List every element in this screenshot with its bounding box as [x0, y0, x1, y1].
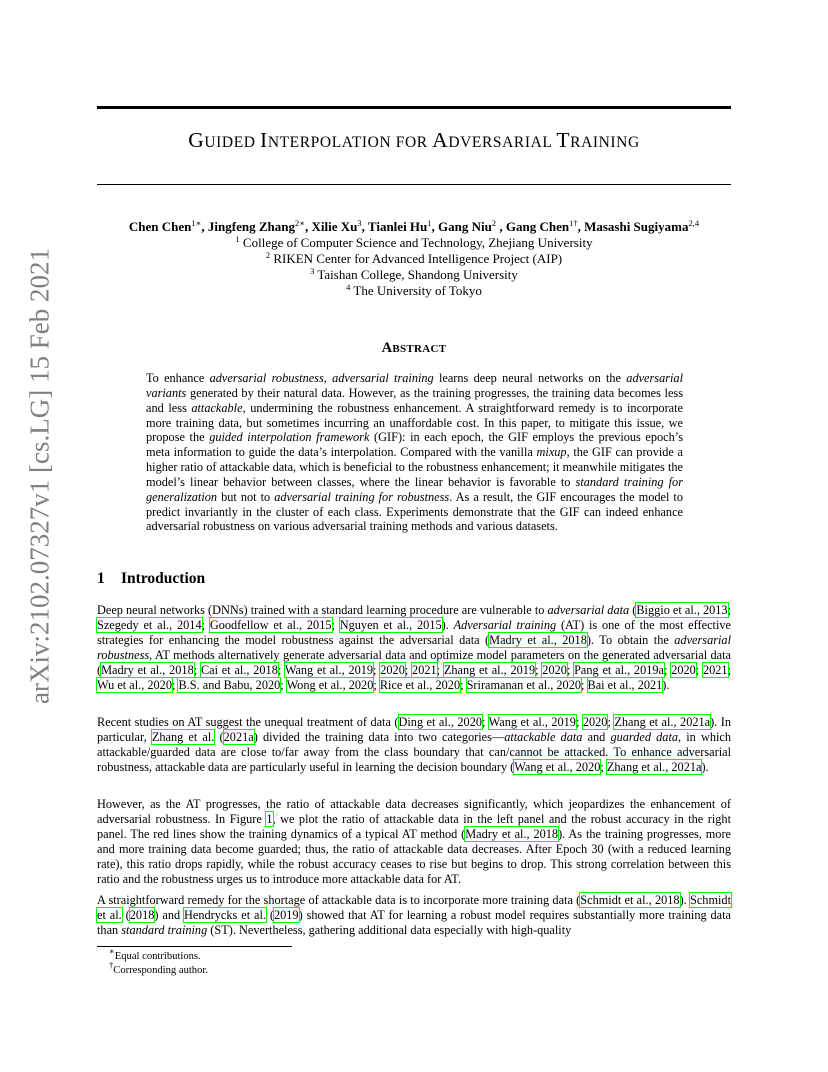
body-text: ) showed that AT for learning a robust model requires substantially more training data than: [97, 907, 732, 937]
footnote-equal-contribution: ∗Equal contributions.: [109, 946, 201, 962]
title-bottom-rule: [97, 184, 731, 185]
body-text: ).: [441, 617, 454, 632]
title-top-rule: [97, 106, 731, 109]
body-text: ;: [373, 662, 381, 677]
citation-link[interactable]: Cai et al., 2018: [200, 662, 278, 677]
author-affiliation-mark: 1∗: [191, 218, 202, 228]
citation-link[interactable]: Sriramanan et al., 2020: [466, 677, 581, 692]
footnote-corresponding-author: †Corresponding author.: [109, 960, 208, 976]
author-name: Gang Niu: [438, 219, 492, 234]
body-text: ;: [600, 759, 607, 774]
body-text: (: [265, 907, 274, 922]
citation-link[interactable]: 2021a: [223, 729, 254, 744]
body-text: ;: [193, 662, 201, 677]
section-number: 1: [97, 570, 105, 587]
citation-link[interactable]: Goodfellow et al., 2015: [209, 617, 332, 632]
body-text: ;: [373, 677, 380, 692]
body-text: However, as the AT progresses, the ratio of attackable data decreases significantly, which jeopardizes the enhancement of adversarial robustness. In Figure: [97, 797, 731, 826]
citation-link[interactable]: 2021: [702, 662, 728, 677]
body-text: ).: [701, 759, 709, 774]
body-text: (ST). Nevertheless, gathering additional data especially with high-quality: [207, 922, 572, 937]
author-name: Masashi Sugiyama: [584, 219, 689, 234]
author-name: Chen Chen: [128, 219, 192, 234]
author-affiliation-mark: 1†: [569, 218, 578, 228]
citation-link[interactable]: Zhang et al., 2021a: [606, 759, 702, 774]
abstract-heading: [97, 340, 731, 357]
citation-link[interactable]: Biggio et al., 2013: [636, 603, 728, 617]
citation-link[interactable]: Zhang et al., 2019: [443, 662, 536, 677]
citation-link[interactable]: 2020: [671, 662, 696, 677]
emphasis-text: adversarial training: [332, 371, 434, 385]
emphasis-text: guarded data: [610, 729, 679, 744]
author-affiliation-mark: 2: [491, 218, 497, 228]
emphasis-text: guided interpolation framework: [209, 430, 370, 445]
title-part: T: [556, 128, 571, 152]
citation-link[interactable]: 1: [266, 811, 273, 826]
emphasis-text: attackable data: [504, 729, 583, 744]
body-text: ;: [171, 677, 179, 692]
citation-link[interactable]: Madry et al., 2018: [465, 826, 559, 841]
emphasis-text: adversarial variants: [146, 371, 683, 400]
citation-link[interactable]: Pang et al., 2019a: [574, 662, 664, 677]
paper-title: [97, 128, 731, 153]
body-text: learns deep neural networks on the: [433, 371, 627, 385]
intro-paragraph-1: [97, 603, 731, 692]
title-part: A: [432, 128, 449, 152]
emphasis-text: attackable: [191, 400, 243, 415]
citation-link[interactable]: B.S. and Babu, 2020: [178, 677, 281, 692]
body-text: (: [214, 729, 224, 744]
body-text: ,: [323, 371, 333, 385]
body-text: Deep neural networks (DNNs) trained with a standard learning procedure are vulnerable to: [97, 603, 548, 617]
body-text: ;: [581, 677, 588, 692]
body-text: . As a result, the GIF encourages the model to predict invariantly in the cluster of each class. Experiments demonstrate that the GIF can indeed enhance adversarial robustness on various adversarial training methods and various datasets.: [146, 489, 683, 534]
author-affiliation-mark: 2∗: [294, 218, 306, 228]
citation-link[interactable]: 2020: [582, 715, 608, 729]
citation-link[interactable]: Wang et al., 2019: [284, 662, 374, 677]
citation-link[interactable]: Wang et al., 2020: [514, 759, 601, 774]
body-text: (GIF): in each epoch, the GIF employs the previous epoch’s meta information to guide the data’s interpolation. Compared with the vanilla: [146, 430, 683, 460]
body-text: , the GIF can provide a higher ratio of attackable data, which is beneficial to the robustness enhancement; it meanwhile mitigates the model’s linear behavior between classes, where the linear behavior is favorable to: [146, 445, 683, 489]
title-part: I: [260, 128, 268, 152]
title-part: G: [188, 128, 205, 152]
citation-link[interactable]: Zhang et al.: [151, 729, 215, 744]
citation-link[interactable]: Madry et al., 2018: [101, 662, 194, 677]
body-text: ;: [727, 662, 731, 677]
body-text: , AT methods alternatively generate adversarial data and optimize model parameters on the generated adversarial data (: [97, 647, 731, 677]
author-name: Xilie Xu: [311, 219, 358, 234]
body-text: ;: [575, 715, 583, 729]
author-name: Gang Chen: [505, 219, 570, 234]
body-text: ;: [201, 617, 210, 632]
citation-link[interactable]: 2020: [380, 662, 405, 677]
author-affiliation-mark: 1: [427, 218, 432, 228]
body-text: ). In particular,: [97, 715, 731, 744]
body-text: ;: [482, 715, 489, 729]
body-text: (: [121, 907, 130, 922]
abstract-text: [146, 371, 683, 534]
affiliation-1: $^1$ College of Computer Science and Technology, Zhejiang University: [235, 234, 593, 250]
affiliation-3: $^3$ Taishan College, Shandong University: [310, 266, 518, 282]
author-name: Tianlei Hu: [367, 219, 428, 234]
emphasis-text: adversarial robustness: [209, 371, 324, 385]
body-text: ). As the training progresses, more and more training data become guarded; thus, the ratio of attackable data decreases. After Epoch 30 (with a reduced learning rate), this ratio drops rapidly, while the robust accuracy ceases to rise but begins to drop. This strong correlation between this ratio and the robustness urges us to introduce more attackable data for AT.: [97, 826, 732, 886]
body-text: (AT) is one of the most effective strategies for enhancing the model robustness against the adversarial data (: [97, 617, 731, 647]
citation-link[interactable]: 2018: [129, 907, 155, 922]
citation-link[interactable]: 2020: [542, 662, 567, 677]
affiliation-4: $^4$ The University of Tokyo: [346, 282, 482, 298]
intro-paragraph-2: [97, 715, 731, 775]
intro-paragraph-3: [97, 797, 731, 886]
emphasis-text: mixup: [536, 445, 567, 460]
body-text: ;: [331, 617, 340, 632]
emphasis-text: adversarial data: [547, 603, 630, 617]
body-text: ;: [280, 677, 287, 692]
body-text: ).: [679, 893, 690, 907]
body-text: ;: [566, 662, 575, 677]
author-affiliation-mark: 3: [357, 218, 362, 228]
section-heading: [97, 570, 205, 588]
title-part: NTERPOLATION FOR: [267, 134, 433, 151]
emphasis-text: adversarial training for robustness: [274, 489, 450, 504]
citation-link[interactable]: 2019: [273, 907, 299, 922]
citation-link[interactable]: Hendrycks et al.: [184, 907, 266, 922]
citation-link[interactable]: Schmidt et al., 2018: [580, 893, 680, 907]
citation-link[interactable]: Wang et al., 2019: [488, 715, 576, 729]
emphasis-text: adversarial robustness: [97, 632, 731, 662]
body-text: ).: [662, 677, 670, 692]
citation-link[interactable]: Madry et al., 2018: [489, 632, 587, 647]
body-text: (: [629, 603, 637, 617]
author-name: Jingfeng Zhang: [207, 219, 295, 234]
body-text: ) divided the training data into two categories—: [253, 729, 505, 744]
citation-link[interactable]: Bai et al., 2021: [587, 677, 663, 692]
body-text: , in which attackable/guarded data are close to/far away from the class boundary that can/cannot be attacked. To enhance adversarial robustness, attackable data are particularly useful in learning the decision boundary (: [97, 729, 732, 774]
arxiv-identifier-stamp: arXiv:2102.07327v1 [cs.LG] 15 Feb 2021: [24, 248, 55, 704]
citation-link[interactable]: Wong et al., 2020: [286, 677, 374, 692]
body-text: , undermining the robustness enhancement. A straightforward remedy is to incorporate more training data, but sometimes incurring an unaffordable cost. In this paper, to mitigate this issue, we propose the: [146, 400, 683, 445]
body-text: Recent studies on AT suggest the unequal treatment of data (: [97, 715, 399, 729]
body-text: ;: [277, 662, 285, 677]
body-text: and: [582, 729, 611, 744]
body-text: , we plot the ratio of attackable data in the left panel and the robust accuracy in the right panel. The red lines show the training dynamics of a typical AT method (: [97, 811, 732, 841]
citation-link[interactable]: Nguyen et al., 2015: [339, 617, 442, 632]
body-text: ;: [727, 603, 732, 617]
citation-link[interactable]: Zhang et al., 2021a: [614, 715, 711, 729]
abstract-heading-part: A: [381, 340, 393, 356]
body-text: ). To obtain the: [586, 632, 675, 647]
body-text: ) and: [154, 907, 185, 922]
body-text: To enhance: [146, 371, 210, 385]
body-text: A straightforward remedy for the shortage of attackable data is to incorporate more training data (: [97, 893, 581, 907]
body-text: ;: [436, 662, 444, 677]
body-text: ;: [404, 662, 413, 677]
intro-paragraph-4: [97, 893, 731, 938]
body-text: ;: [663, 662, 672, 677]
body-text: but not to: [217, 489, 275, 504]
body-text: ;: [607, 715, 615, 729]
body-text: ;: [535, 662, 543, 677]
citation-link[interactable]: Szegedy et al., 2014: [97, 617, 202, 632]
emphasis-text: standard training for generalization: [146, 474, 683, 504]
title-part: UIDED: [204, 134, 261, 151]
citation-link[interactable]: Schmidt et al.: [97, 893, 731, 922]
body-text: generated by their natural data. However, as the training progresses, the training data becomes less and less: [146, 385, 683, 415]
body-text: ;: [460, 677, 467, 692]
section-title: Introduction: [121, 570, 206, 587]
abstract-heading-part: BSTRACT: [392, 343, 447, 355]
emphasis-text: Adversarial training: [453, 617, 557, 632]
citation-link[interactable]: 2021: [412, 662, 437, 677]
affiliation-2: $^2$ RIKEN Center for Advanced Intelligence Project (AIP): [265, 250, 563, 266]
footnote-rule: [97, 946, 292, 947]
title-part: DVERSARIAL: [448, 134, 557, 151]
title-part: RAINING: [570, 134, 640, 151]
author-affiliation-mark: 2,4: [688, 218, 700, 228]
citation-link[interactable]: Rice et al., 2020: [379, 677, 461, 692]
citation-link[interactable]: Ding et al., 2020: [398, 715, 482, 729]
citation-link[interactable]: Wu et al., 2020: [97, 677, 172, 692]
emphasis-text: standard training: [121, 922, 208, 937]
author-list: Chen Chen$^{1∗}$, Jingfeng Zhang$^{2∗}$, Xilie Xu$^3$, Tianlei Hu$^1$, Gang Niu$^2$ , Gang Chen$^{1\dagger}$, Masashi Sugiyama$^{2,4}$: [128, 218, 700, 234]
body-text: ;: [695, 662, 703, 677]
